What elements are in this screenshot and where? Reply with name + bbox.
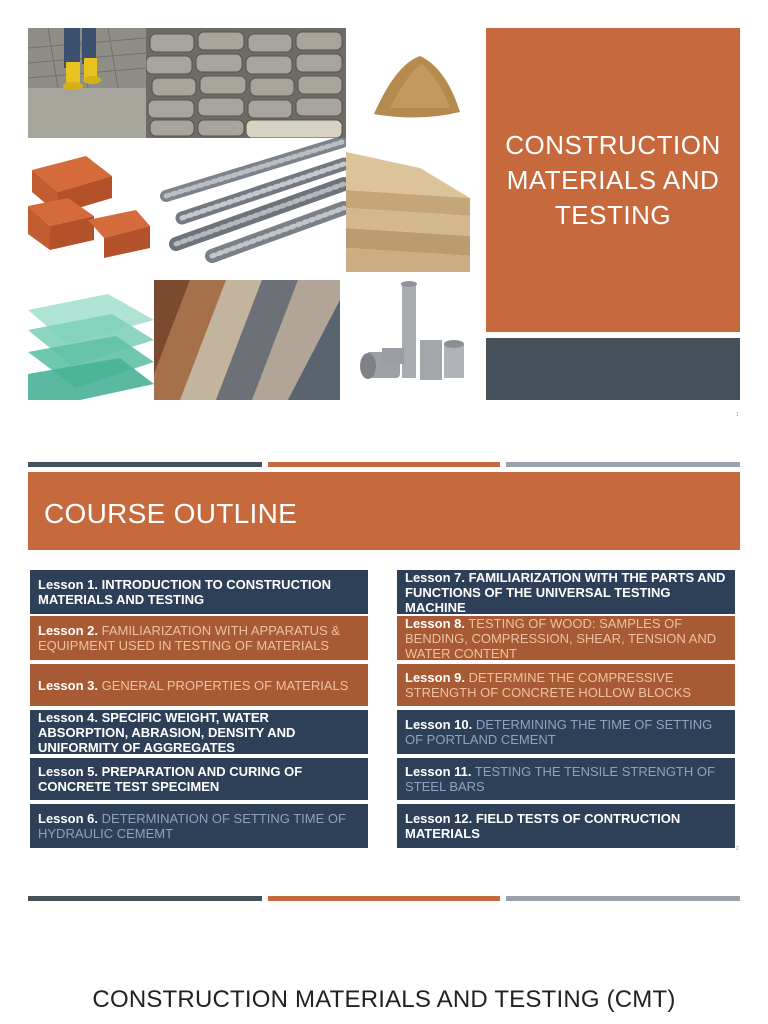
concrete-pour-graphic [28, 28, 146, 138]
lesson-6-number: Lesson 6. [38, 811, 98, 826]
lesson-11 [397, 758, 735, 800]
cement-bags-graphic [146, 28, 346, 138]
lesson-4-number: Lesson 4. [38, 709, 98, 725]
lesson-3 [30, 664, 368, 706]
top-divider-slate [28, 462, 262, 467]
slide-1-page-number: 1 [736, 412, 739, 418]
lesson-4-title: SPECIFIC WEIGHT, WATER ABSORPTION, ABRASION, DENSITY AND UNIFORMITY OF AGGREGATES [38, 709, 296, 755]
lesson-12 [397, 804, 735, 848]
glass-sheets-graphic [28, 280, 154, 400]
bottom-divider-orange [268, 896, 500, 901]
slide-2-page-number: 2 [736, 846, 739, 852]
lesson-10-number: Lesson 10. [405, 717, 473, 732]
lesson-3-title: GENERAL PROPERTIES OF MATERIALS [101, 677, 349, 693]
slide-1-title-panel [486, 28, 740, 332]
sand-pile-graphic [346, 28, 470, 138]
lesson-4 [30, 710, 368, 754]
lesson-9-number: Lesson 9. [405, 670, 465, 685]
glass-sheets-image [28, 280, 154, 400]
stone-tiles-graphic [154, 280, 340, 400]
pvc-pipes-image [346, 280, 470, 400]
slide-1-accent-block [486, 338, 740, 400]
lesson-2-title: FAMILIARIZATION WITH APPARATUS & EQUIPMENT USED IN TESTING OF MATERIALS [38, 623, 340, 653]
top-divider-orange [268, 462, 500, 467]
bottom-divider-gray [506, 896, 740, 901]
slide-3-title: CONSTRUCTION MATERIALS AND TESTING (CMT) [92, 986, 676, 1013]
lesson-1 [30, 570, 368, 614]
top-divider-gray [506, 462, 740, 467]
lesson-10-title: DETERMINING THE TIME OF SETTING OF PORTLAND CEMENT [405, 717, 713, 747]
course-outline-banner [28, 472, 740, 550]
wood-planks-graphic [346, 138, 470, 272]
bottom-divider-slate [28, 896, 262, 901]
concrete-pour-image [28, 28, 146, 138]
lesson-7-number: Lesson 7. [405, 569, 465, 585]
steel-rebars-graphic [152, 138, 346, 268]
lesson-11-number: Lesson 11. [405, 764, 472, 779]
lesson-9-title: DETERMINE THE COMPRESSIVE STRENGTH OF CONCRETE HOLLOW BLOCKS [405, 670, 692, 700]
bricks-image [28, 140, 152, 272]
pvc-pipes-graphic [346, 280, 470, 400]
lesson-6 [30, 804, 368, 848]
lesson-8 [397, 616, 735, 660]
lesson-8-number: Lesson 8. [405, 615, 465, 631]
lesson-8-title: TESTING OF WOOD: SAMPLES OF BENDING, COMPRESSION, SHEAR, TENSION AND WATER CONTENT [405, 615, 717, 661]
lesson-6-title: DETERMINATION OF SETTING TIME OF HYDRAULIC CEMEMT [38, 811, 346, 841]
stone-tiles-image [154, 280, 340, 400]
lesson-10 [397, 710, 735, 754]
lesson-2-number: Lesson 2. [38, 623, 98, 638]
cement-bags-image [146, 28, 346, 138]
lesson-12-title: FIELD TESTS OF CONTRUCTION MATERIALS [405, 811, 681, 841]
slide-1-title: CONSTRUCTION MATERIALS AND TESTING [505, 129, 721, 230]
wood-planks-image [346, 138, 470, 272]
lesson-1-title: INTRODUCTION TO CONSTRUCTION MATERIALS AND TESTING [38, 577, 332, 607]
lesson-7 [397, 570, 735, 614]
course-outline-title: COURSE OUTLINE [44, 498, 298, 529]
lesson-1-number: Lesson 1. [38, 577, 98, 592]
lesson-9 [397, 664, 735, 706]
lesson-12-number: Lesson 12. [405, 811, 473, 826]
lesson-5 [30, 758, 368, 800]
lesson-3-number: Lesson 3. [38, 677, 98, 693]
lesson-5-number: Lesson 5. [38, 764, 98, 779]
lesson-5-title: PREPARATION AND CURING OF CONCRETE TEST SPECIMEN [38, 764, 303, 794]
lesson-7-title: FAMILIARIZATION WITH THE PARTS AND FUNCTIONS OF THE UNIVERSAL TESTING MACHINE [405, 569, 726, 615]
lesson-2 [30, 616, 368, 660]
bricks-graphic [28, 140, 152, 272]
sand-pile-image [346, 28, 470, 138]
lesson-11-title: TESTING THE TENSILE STRENGTH OF STEEL BARS [405, 764, 715, 794]
steel-rebars-image [152, 138, 346, 268]
